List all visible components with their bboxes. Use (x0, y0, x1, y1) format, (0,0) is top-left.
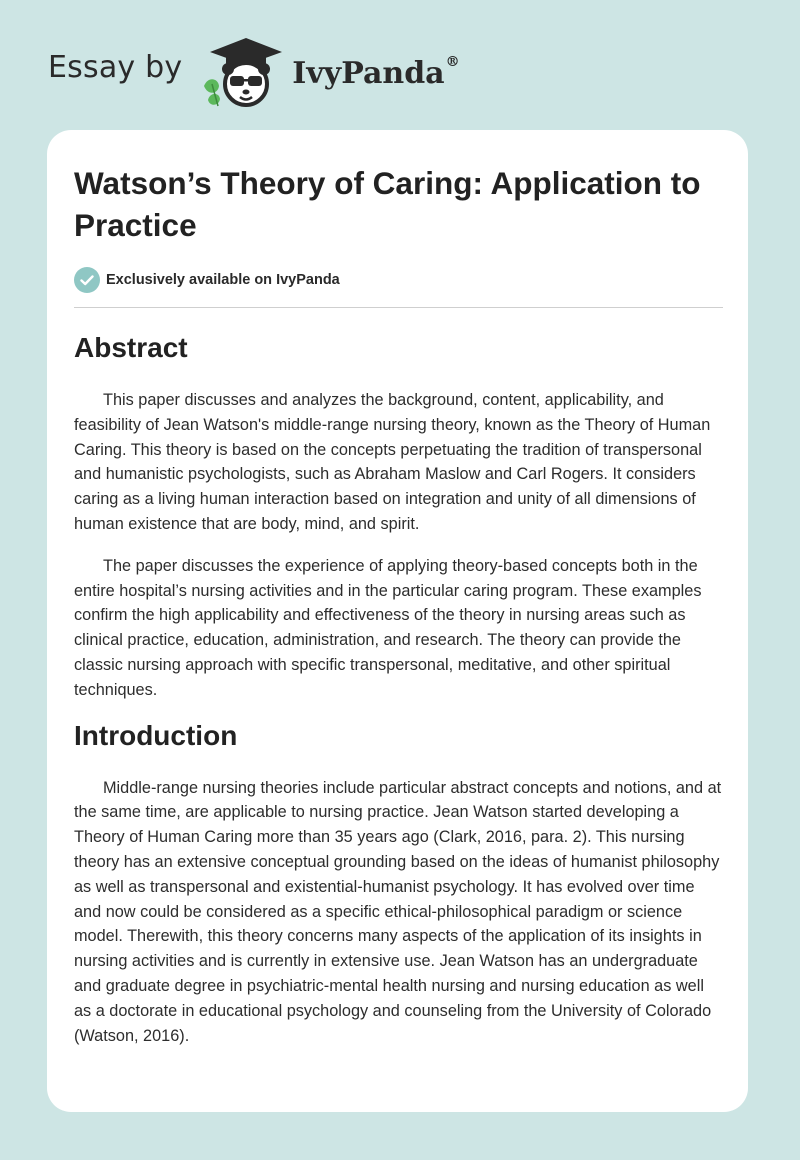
essay-by-label: Essay by (48, 49, 183, 85)
abstract-paragraph-2: The paper discusses the experience of applying theory-based concepts both in the entire hospital’s nursing activities and in the particular caring program. These examples confirm the high applicability and effectiveness of the theory in nursing areas such as clinical practice, education, administration, and research. The theory can provide the classic nursing approach with specific transpersonal, meditative, and other spiritual techniques. (74, 556, 702, 699)
divider (74, 307, 723, 308)
exclusive-badge (74, 266, 723, 294)
section-heading-introduction: Introduction (74, 719, 238, 751)
site-header (48, 34, 460, 110)
introduction-paragraph-1: Middle-range nursing theories include particular abstract concepts and notions, and at the same time, are applicable to nursing practice. Jean Watson started developing a Theory of Human Caring more than 35 years ago (Clark, 2016, para. 2). This nursing theory has an extensive conceptual grounding based on the ideas of humanist philosophy as well as transpersonal and existential-humanist psychology. It has evolved over time and now could be considered as a specific ethical-philosophical paradigm or science model. Therewith, this theory concerns many aspects of the application of its insights in nursing activities and is currently in extensive use. Jean Watson has an undergraduate and graduate degree in psychiatric-mental health nursing and nursing education as well as a doctorate in educational psychology and counseling from the University of Colorado (Watson, 2016). (74, 778, 722, 1045)
section-heading-abstract: Abstract (74, 332, 188, 363)
panda-graduate-logo-icon[interactable] (200, 34, 286, 110)
essay-title: Watson’s Theory of Caring: Application to Practice (74, 165, 701, 243)
essay-card (47, 130, 748, 1112)
brand-name[interactable]: IvyPanda® (292, 53, 460, 91)
essay-content (74, 162, 723, 1048)
exclusive-label: Exclusively available on IvyPanda (106, 272, 340, 288)
check-circle-icon (74, 267, 100, 293)
registered-mark: ® (445, 53, 460, 70)
abstract-paragraph-1: This paper discusses and analyzes the background, content, applicability, and feasibility of Jean Watson's middle-range nursing theory, known as the Theory of Human Caring. This theory is based on the concepts perpetuating the tradition of transpersonal and humanistic psychologists, such as Abraham Maslow and Carl Rogers. It considers caring as a living human interaction based on integration and unity of all dimensions of human existence that are body, mind, and spirit. (74, 391, 711, 533)
